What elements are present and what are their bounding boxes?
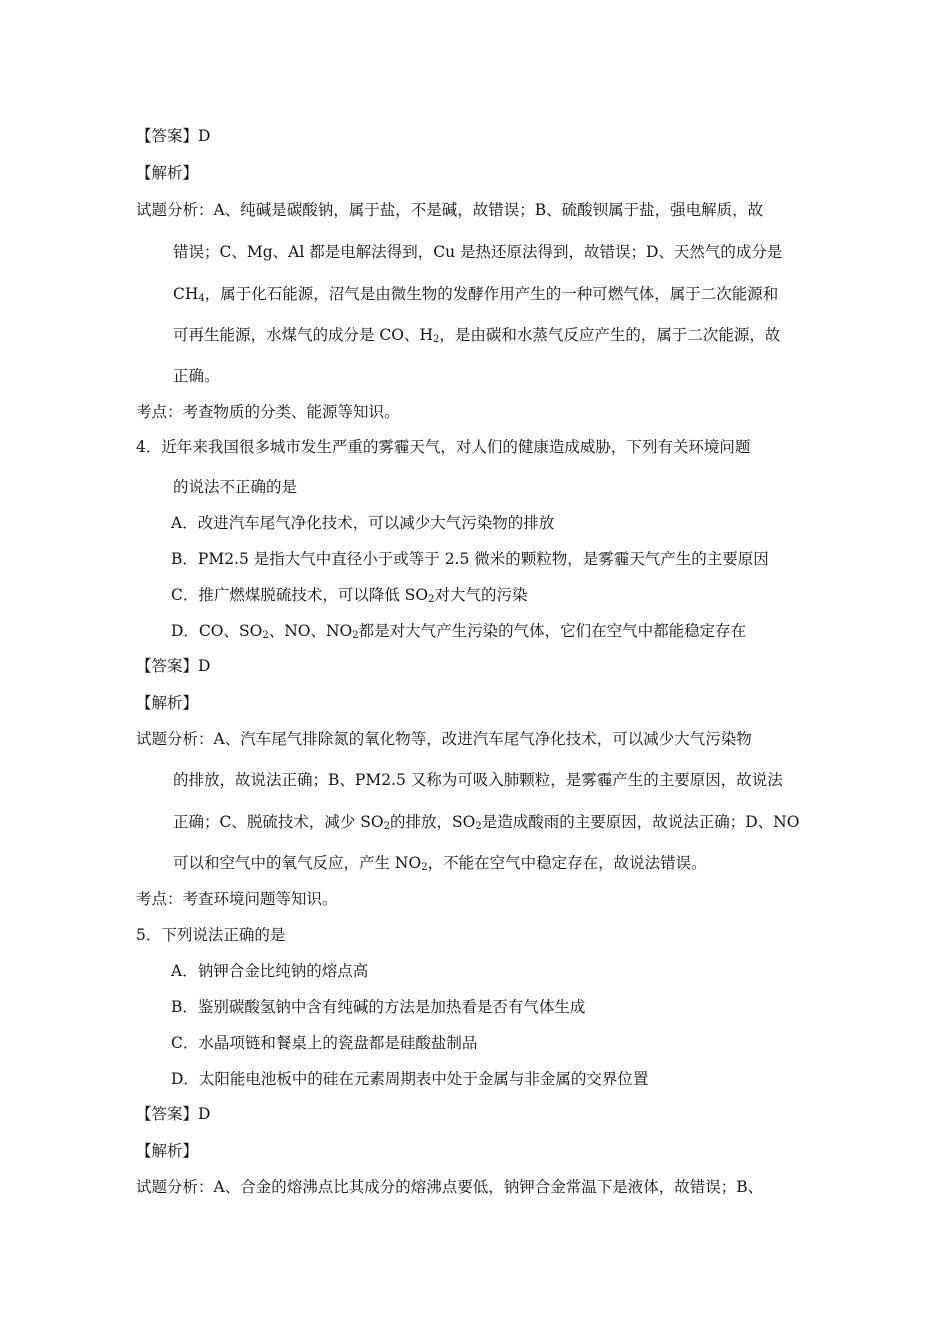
q3-analysis-line-4: 可再生能源，水煤气的成分是 CO、$H_2$，是由碳和水蒸气反应产生的，属于二次能源，故 — [173, 326, 781, 345]
q5-option-b: B．鉴别碳酸氢钠中含有纯碱的方法是加热看是否有气体生成 — [171, 998, 586, 1016]
q4-analysis-line-2: 的排放，故说法正确；B、PM2.5 又称为可吸入肺颗粒，是雾霾产生的主要原因，故说法 — [173, 771, 783, 789]
q5-answer: 【答案】D — [136, 1105, 211, 1123]
q4-analysis-line-1: 试题分析：A、汽车尾气排除氮的氧化物等，改进汽车尾气净化技术，可以减少大气污染物 — [136, 730, 752, 748]
q4-option-a: A．改进汽车尾气净化技术，可以减少大气污染物的排放 — [171, 514, 555, 532]
q5-analysis-line-1: 试题分析：A、合金的熔沸点比其成分的熔沸点要低，钠钾合金常温下是液体，故错误；B、 — [136, 1178, 764, 1196]
q4-option-b: B．PM2.5 是指大气中直径小于或等于 2.5 微米的颗粒物，是雾霾天气产生的主要原因 — [171, 550, 769, 568]
q5-stem: 5．下列说法正确的是 — [136, 926, 286, 944]
q4-stem-line-2: 的说法不正确的是 — [173, 478, 298, 496]
q4-answer: 【答案】D — [136, 657, 211, 675]
q3-analysis-line-3: $CH_4$，属于化石能源，沼气是由微生物的发酵作用产生的一种可燃气体，属于二次能源和 — [173, 285, 779, 304]
q4-keypoint: 考点：考查环境问题等知识。 — [136, 890, 338, 908]
q4-option-d: D．CO、$SO_2$、NO、$NO_2$都是对大气产生污染的气体，它们在空气中都能稳定存在 — [171, 622, 747, 641]
q5-option-c: C．水晶项链和餐桌上的瓷盘都是硅酸盐制品 — [171, 1034, 478, 1052]
q5-option-a: A．钠钾合金比纯钠的熔点高 — [171, 962, 369, 980]
q3-analysis-line-5: 正确。 — [173, 367, 220, 385]
q3-answer: 【答案】D — [136, 127, 211, 145]
q5-option-d: D．太阳能电池板中的硅在元素周期表中处于金属与非金属的交界位置 — [171, 1070, 649, 1088]
q4-analysis-line-4: 可以和空气中的氧气反应，产生 $NO_2$，不能在空气中稳定存在，故说法错误。 — [173, 854, 707, 873]
q4-analysis-line-3: 正确；C、脱硫技术，减少 $SO_2$的排放，$SO_2$是造成酸雨的主要原因，故说法正确；D、NO — [173, 813, 800, 832]
q3-analysis-line-1: 试题分析：A、纯碱是碳酸钠，属于盐，不是碱，故错误；B、硫酸钡属于盐，强电解质，故 — [136, 201, 764, 219]
q3-analysis-heading: 【解析】 — [136, 164, 199, 182]
q4-option-c: C．推广燃煤脱硫技术，可以降低 $SO_2$对大气的污染 — [171, 586, 528, 605]
q3-analysis-line-2: 错误；C、Mg、Al 都是电解法得到，Cu 是热还原法得到，故错误；D、天然气的成分是 — [173, 243, 783, 261]
q3-keypoint: 考点：考查物质的分类、能源等知识。 — [136, 403, 400, 421]
q5-analysis-heading: 【解析】 — [136, 1142, 199, 1160]
q4-stem-line-1: 4．近年来我国很多城市发生严重的雾霾天气，对人们的健康造成威胁，下列有关环境问题 — [136, 438, 751, 456]
q4-analysis-heading: 【解析】 — [136, 694, 199, 712]
